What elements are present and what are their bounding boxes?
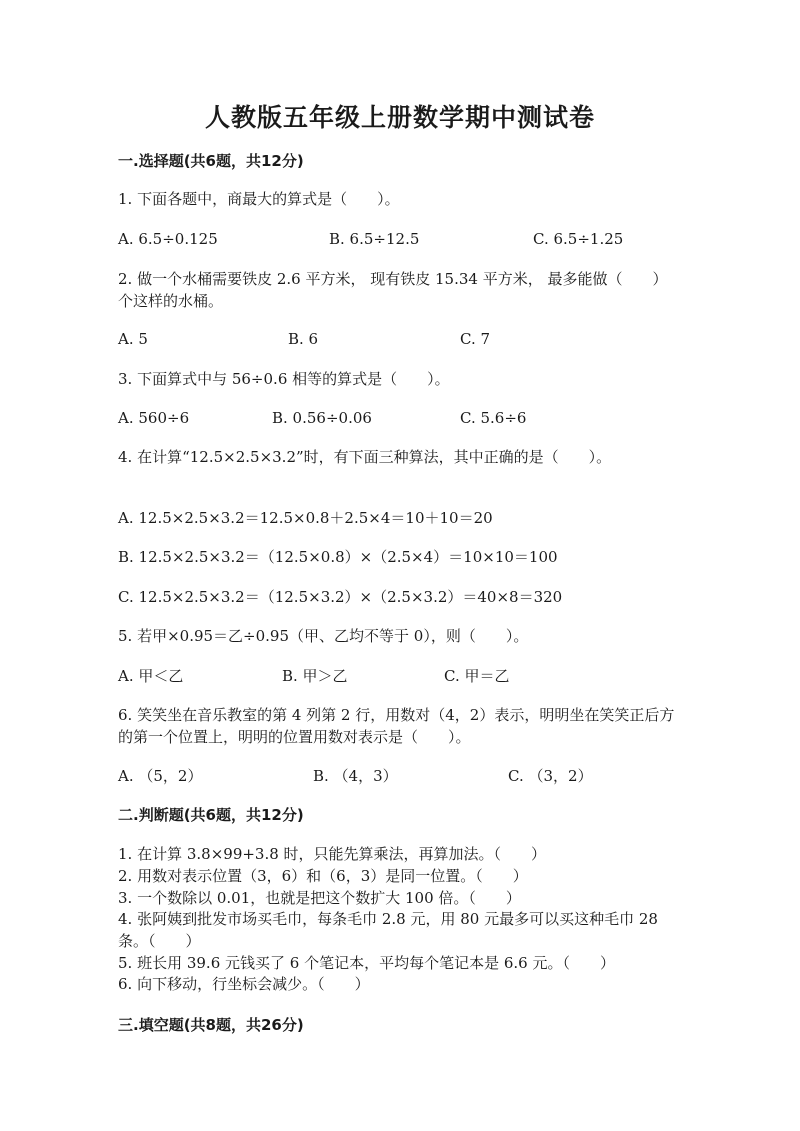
- option-2b: B. 6: [288, 330, 319, 348]
- section-heading-choice: 一.选择题(共6题，共12分): [118, 152, 304, 170]
- option-6c: C. （3，2）: [508, 767, 593, 785]
- option-4a: A. 12.5×2.5×3.2＝12.5×0.8＋2.5×4＝10＋10＝20: [118, 509, 493, 527]
- question-1: 1. 下面各题中，商最大的算式是（ ）。: [118, 190, 400, 208]
- section-heading-fill: 三.填空题(共8题，共26分): [118, 1016, 304, 1034]
- option-5c: C. 甲＝乙: [444, 667, 510, 685]
- option-1c: C. 6.5÷1.25: [533, 230, 624, 248]
- option-1a: A. 6.5÷0.125: [118, 230, 218, 248]
- option-3a: A. 560÷6: [118, 409, 190, 427]
- judge-item-6: 6. 向下移动，行坐标会减少。（ ）: [118, 975, 370, 993]
- option-3b: B. 0.56÷0.06: [272, 409, 372, 427]
- question-6: 6. 笑笑坐在音乐教室的第 4 列第 2 行，用数对（4，2）表示，明明坐在笑笑正后方的第一个位置上，明明的位置用数对表示是（ ）。: [118, 706, 675, 746]
- judge-item-5: 5. 班长用 39.6 元钱买了 6 个笔记本，平均每个笔记本是 6.6 元。（ ）: [118, 954, 615, 972]
- question-2: 2. 做一个水桶需要铁皮 2.6 平方米， 现有铁皮 15.34 平方米， 最多能做（ ）个这样的水桶。: [118, 270, 668, 310]
- option-3c: C. 5.6÷6: [460, 409, 527, 427]
- option-4b: B. 12.5×2.5×3.2＝（12.5×0.8）×（2.5×4）＝10×10＝100: [118, 548, 558, 566]
- judge-item-1: 1. 在计算 3.8×99+3.8 时，只能先算乘法，再算加法。（ ）: [118, 845, 547, 863]
- option-6a: A. （5，2）: [118, 767, 203, 785]
- judge-item-2: 2. 用数对表示位置（3，6）和（6，3）是同一位置。（ ）: [118, 867, 528, 885]
- option-5b: B. 甲＞乙: [282, 667, 348, 685]
- question-4: 4. 在计算“12.5×2.5×3.2”时，有下面三种算法，其中正确的是（ ）。: [118, 448, 612, 466]
- option-2c: C. 7: [460, 330, 491, 348]
- section-heading-judge: 二.判断题(共6题，共12分): [118, 806, 304, 824]
- option-2a: A. 5: [118, 330, 148, 348]
- option-6b: B. （4，3）: [313, 767, 398, 785]
- judge-item-4: 4. 张阿姨到批发市场买毛巾，每条毛巾 2.8 元，用 80 元最多可以买这种毛巾 28 条。（ ）: [118, 910, 658, 950]
- option-4c: C. 12.5×2.5×3.2＝（12.5×3.2）×（2.5×3.2）＝40×8＝320: [118, 588, 563, 606]
- judge-item-3: 3. 一个数除以 0.01，也就是把这个数扩大 100 倍。（ ）: [118, 889, 521, 907]
- option-1b: B. 6.5÷12.5: [329, 230, 420, 248]
- question-5: 5. 若甲×0.95＝乙÷0.95（甲、乙均不等于 0），则（ ）。: [118, 627, 529, 645]
- question-3: 3. 下面算式中与 56÷0.6 相等的算式是（ ）。: [118, 370, 450, 388]
- option-5a: A. 甲＜乙: [118, 667, 184, 685]
- page-title: 人教版五年级上册数学期中测试卷: [204, 103, 595, 132]
